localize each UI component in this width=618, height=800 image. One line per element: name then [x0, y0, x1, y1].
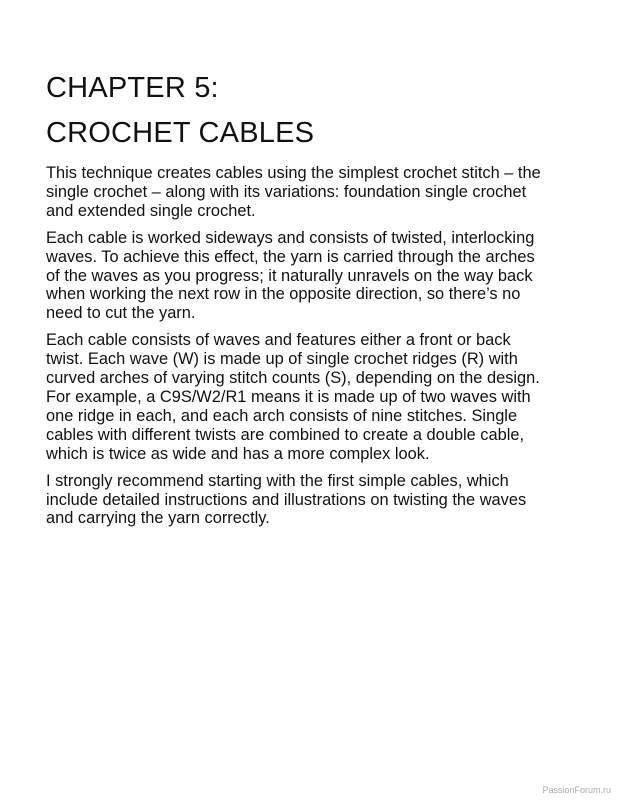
chapter-number: CHAPTER 5:: [46, 72, 219, 104]
text-line: when working the next row in the opposite direction, so there’s no: [46, 285, 521, 304]
chapter-title: CROCHET CABLES: [46, 117, 315, 149]
body-text: [46, 164, 576, 536]
text-line: include detailed instructions and illustrations on twisting the waves: [46, 490, 527, 509]
text-line: waves. To achieve this effect, the yarn is carried through the arches: [46, 247, 535, 266]
text-line: For example, a C9S/W2/R1 means it is made up of two waves with: [46, 387, 531, 406]
text-line: one ridge in each, and each arch consists of nine stitches. Single: [46, 406, 518, 425]
text-line: and extended single crochet.: [46, 201, 256, 220]
text-line: I strongly recommend starting with the first simple cables, which: [46, 471, 509, 490]
text-line: of the waves as you progress; it naturally unravels on the way back: [46, 266, 533, 285]
paragraph-construction: [46, 229, 576, 324]
paragraph-intro: [46, 164, 576, 221]
watermark: PassionForum.ru: [542, 785, 611, 795]
text-line: cables with different twists are combined to create a double cable,: [46, 425, 525, 444]
text-line: This technique creates cables using the simplest crochet stitch – the: [46, 164, 541, 182]
text-line: and carrying the yarn correctly.: [46, 509, 270, 528]
text-line: Each cable consists of waves and features either a front or back: [46, 331, 511, 350]
paragraph-recommendation: [46, 472, 576, 529]
text-line: single crochet – along with its variations: foundation single crochet: [46, 182, 527, 201]
paragraph-notation: [46, 331, 576, 463]
text-line: Each cable is worked sideways and consists of twisted, interlocking: [46, 228, 535, 247]
text-line: need to cut the yarn.: [46, 304, 196, 323]
text-line: which is twice as wide and has a more complex look.: [46, 444, 430, 463]
text-line: curved arches of varying stitch counts (S), depending on the design.: [46, 369, 540, 388]
text-line: twist. Each wave (W) is made up of single crochet ridges (R) with: [46, 350, 518, 369]
